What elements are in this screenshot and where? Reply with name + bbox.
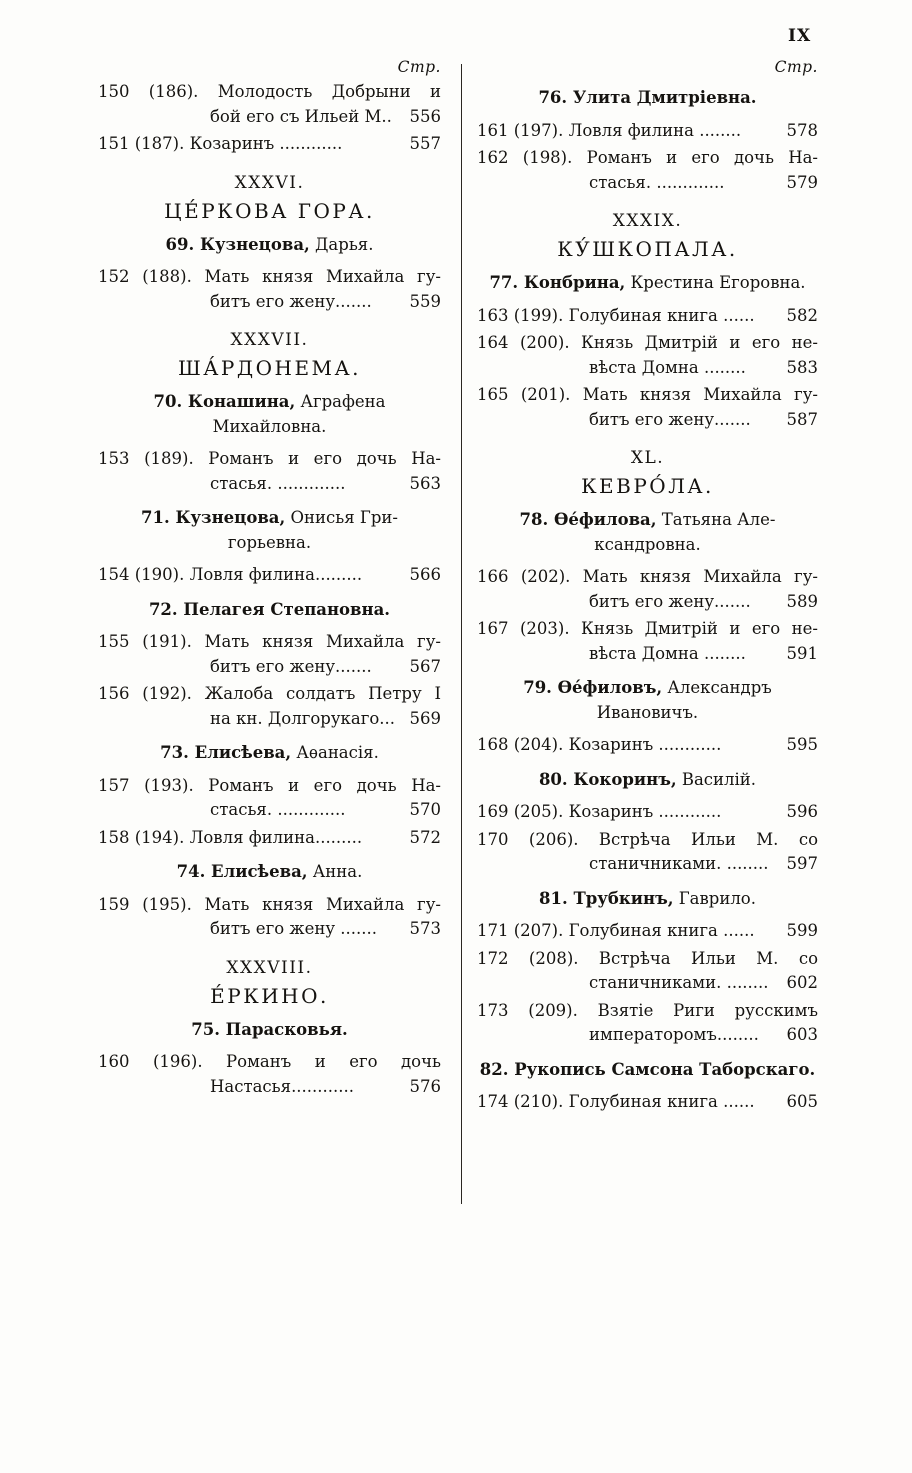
entry-title-text: 163 (199). Голубиная книга ...... (477, 305, 755, 325)
entry-line: 150 (186). Молодость Добрыни и (98, 82, 441, 101)
entry-line (98, 826, 441, 851)
entry-line (477, 119, 818, 144)
entry-line: 153 (189). Романъ и его дочь На- (98, 449, 441, 468)
singer-name-bold: 70. Конашина, (153, 392, 296, 411)
singer-name-bold: 82. Рукопись Самсона Таборскаго. (479, 1059, 816, 1079)
toc-entry (477, 733, 818, 758)
singer-name-bold: 75. Парасковья. (191, 1019, 348, 1039)
toc-entry (98, 826, 441, 851)
toc-entry (477, 383, 818, 432)
singer-name-bold: 77. Конбрина, (489, 273, 626, 292)
toc-entry (98, 80, 441, 129)
entry-title-text: 161 (197). Ловля филина ........ (477, 120, 742, 140)
singer-heading (477, 676, 818, 725)
toc-entry (98, 265, 441, 314)
singer-name-bold: 72. Пелагея Степановна. (148, 599, 391, 619)
singer-heading (477, 86, 818, 111)
entry-line: 159 (195). Мать князя Михайла гу- (98, 894, 441, 914)
entry-page-number: 605 (786, 1092, 818, 1111)
entry-title-text: битъ его жену....... (589, 591, 751, 611)
entry-line (98, 655, 441, 680)
entry-page-number: 570 (409, 800, 441, 819)
toc-entry (477, 1090, 818, 1115)
singer-name-regular: Онисья Гри- (285, 508, 398, 527)
singer-name-bold: 73. Елисѣева, (160, 743, 292, 762)
section-roman-numeral: XXXVI. (234, 172, 305, 193)
entry-line (477, 1090, 818, 1115)
entry-page-number: 591 (786, 643, 818, 663)
toc-entry (477, 119, 818, 144)
entry-title-text: битъ его жену....... (210, 656, 372, 676)
entry-title-text: на кн. Долгорукаго... (210, 708, 396, 728)
entry-page-number: 596 (786, 802, 818, 821)
page-column-header-label: Стр. (774, 58, 818, 76)
entry-line (477, 408, 818, 433)
singer-name-bold: 76. Улита Дмитріевна. (538, 88, 757, 107)
singer-name-regular: Ивановичъ. (596, 702, 699, 722)
entry-line (477, 852, 818, 877)
toc-entry (477, 919, 818, 944)
column-divider (461, 64, 462, 1204)
entry-line (98, 1075, 441, 1100)
singer-name-bold: 78. Ѳе́филова, (519, 510, 657, 529)
place-name-heading: ЦЕ́РКОВА ГОРА. (164, 198, 375, 223)
section-roman-numeral: XL. (630, 448, 665, 468)
entry-page-number: 599 (786, 921, 818, 940)
entry-page-number: 576 (409, 1076, 441, 1096)
singer-heading (98, 598, 441, 623)
place-name-heading: КУ́ШКОПАЛА. (557, 237, 738, 261)
singer-heading (98, 1018, 441, 1043)
singer-heading (477, 271, 818, 296)
singer-heading-line (98, 506, 441, 531)
singer-name-regular: Аграфена (295, 392, 386, 411)
entry-title-text: битъ его жену ....... (210, 919, 377, 938)
singer-heading (98, 860, 441, 885)
singer-name-regular: Александръ (662, 678, 772, 697)
singer-name-regular: Василій. (676, 769, 757, 789)
entry-line (477, 800, 818, 825)
entry-page-number: 566 (409, 565, 441, 584)
singer-heading-line (477, 887, 818, 912)
entry-page-number: 597 (786, 854, 818, 873)
singer-heading-line (98, 233, 441, 258)
entry-line (98, 798, 441, 823)
entry-line: 166 (202). Мать князя Михайла гу- (477, 567, 818, 586)
entry-page-number: 602 (786, 973, 818, 992)
entry-line: 172 (208). Встрѣча Ильи М. со (477, 948, 818, 968)
entry-title-text: стасья. ............. (589, 172, 725, 192)
singer-heading (98, 741, 441, 766)
singer-heading (477, 887, 818, 912)
toc-entry (98, 682, 441, 731)
entry-title-text: стасья. ............. (210, 473, 346, 493)
toc-entry (477, 146, 818, 195)
entry-title-text: станичниками. ........ (589, 973, 769, 992)
singer-heading-line (477, 533, 818, 558)
singer-heading (98, 506, 441, 555)
entry-line (98, 563, 441, 588)
singer-heading (477, 508, 818, 557)
singer-name-bold: 71. Кузнецова, (141, 508, 286, 527)
entry-title-text: 174 (210). Голубиная книга ...... (477, 1092, 755, 1111)
entry-title-text: вѣста Домна ........ (589, 643, 746, 663)
toc-entry (98, 132, 441, 157)
entry-title-text: вѣста Домна ........ (589, 357, 746, 377)
singer-name-regular: горьевна. (227, 532, 312, 552)
singer-name-regular: Татьяна Але- (656, 510, 776, 529)
singer-heading-line (98, 531, 441, 556)
singer-name-bold: 74. Елисѣева, (176, 862, 308, 881)
singer-heading-line (98, 390, 441, 415)
entry-line (477, 642, 818, 667)
entry-line: 152 (188). Мать князя Михайла гу- (98, 267, 441, 286)
singer-heading-line (98, 1018, 441, 1043)
singer-heading-line (477, 701, 818, 726)
entry-page-number: 563 (409, 473, 441, 493)
entry-line (477, 304, 818, 329)
singer-name-bold: 81. Трубкинъ, (539, 888, 674, 908)
singer-name-bold: 69. Кузнецова, (165, 234, 310, 254)
singer-name-regular: ксандровна. (594, 534, 701, 554)
entry-title-text: Настасья............ (210, 1076, 355, 1096)
singer-name-bold: 79. Ѳе́филовъ, (523, 678, 663, 697)
entry-line (477, 356, 818, 381)
toc-entry (98, 1050, 441, 1099)
entry-title-text: бой его съ Ильей М.. (210, 106, 392, 126)
entry-page-number: 559 (409, 291, 441, 311)
entry-title-text: битъ его жену....... (210, 291, 372, 311)
toc-entry (477, 947, 818, 996)
entry-line: 170 (206). Встрѣча Ильи М. со (477, 829, 818, 849)
singer-name-regular: Михайловна. (212, 416, 327, 436)
entry-title-text: императоромъ........ (589, 1025, 759, 1044)
singer-heading (98, 390, 441, 439)
place-name-heading: ША́РДОНЕМА. (177, 356, 362, 380)
entry-line (477, 1023, 818, 1048)
toc-entry (98, 447, 441, 496)
singer-heading-line (477, 768, 818, 793)
entry-page-number: 567 (409, 656, 441, 676)
toc-entry (477, 999, 818, 1048)
singer-name-regular: Гаврило. (673, 888, 756, 908)
entry-page-number: 579 (786, 172, 818, 192)
singer-heading-line (477, 1058, 818, 1083)
entry-line (98, 707, 441, 732)
entry-title-text: 168 (204). Козаринъ ............ (477, 735, 722, 754)
entry-page-number: 573 (409, 919, 441, 938)
entry-title-text: 151 (187). Козаринъ ............ (98, 134, 343, 153)
toc-entry (98, 893, 441, 942)
entry-title-text: битъ его жену....... (589, 409, 751, 429)
entry-page-number: 589 (786, 591, 818, 611)
toc-entry (477, 800, 818, 825)
entry-title-text: 171 (207). Голубиная книга ...... (477, 921, 755, 940)
entry-line: 162 (198). Романъ и его дочь На- (477, 148, 818, 167)
entry-page-number: 587 (786, 409, 818, 429)
toc-column-left (98, 58, 441, 1102)
toc-entry (477, 828, 818, 877)
singer-name-regular: Крестина Егоровна. (625, 273, 806, 292)
section-roman-numeral: XXXVIII. (226, 957, 313, 978)
entry-line: 160 (196). Романъ и его дочь (98, 1052, 441, 1071)
entry-line (98, 132, 441, 157)
singer-heading-line (477, 508, 818, 533)
entry-line (477, 590, 818, 615)
entry-page-number: 556 (409, 106, 441, 126)
toc-entry (477, 331, 818, 380)
toc-entry (98, 774, 441, 823)
singer-name-regular: Анна. (307, 862, 363, 881)
place-name-heading: КЕВРО́ЛА. (581, 474, 714, 498)
singer-heading (477, 1058, 818, 1083)
entry-page-number: 603 (786, 1025, 818, 1044)
singer-heading-line (477, 86, 818, 111)
entry-page-number: 582 (786, 305, 818, 325)
singer-heading-line (98, 741, 441, 766)
entry-line (477, 171, 818, 196)
singer-name-regular: Дарья. (309, 234, 374, 254)
singer-heading (477, 768, 818, 793)
entry-line: 156 (192). Жалоба солдатъ Петру I (98, 684, 441, 703)
toc-entry (477, 617, 818, 666)
entry-title-text: 169 (205). Козаринъ ............ (477, 802, 722, 821)
entry-page-number: 557 (409, 134, 441, 153)
entry-line: 173 (209). Взятіе Риги русскимъ (477, 1000, 818, 1020)
entry-line: 165 (201). Мать князя Михайла гу- (477, 385, 818, 404)
page-column-header-label: Стр. (397, 58, 441, 76)
page-number: IX (788, 26, 812, 46)
entry-page-number: 578 (786, 120, 818, 140)
entry-title-text: 158 (194). Ловля филина......... (98, 827, 363, 847)
entry-line: 167 (203). Князь Дмитрій и его не- (477, 619, 818, 638)
entry-title-text: 154 (190). Ловля филина......... (98, 565, 363, 584)
entry-line (98, 472, 441, 497)
section-roman-numeral: XXXIX. (612, 211, 683, 231)
entry-line (98, 290, 441, 315)
entry-page-number: 569 (409, 708, 441, 728)
entry-line: 155 (191). Мать князя Михайла гу- (98, 632, 441, 651)
singer-heading-line (98, 860, 441, 885)
place-name-heading: Е́РКИНО. (210, 983, 329, 1008)
entry-page-number: 595 (786, 735, 818, 754)
singer-heading-line (98, 598, 441, 623)
singer-name-regular: Аѳанасія. (291, 743, 379, 762)
entry-title-text: стасья. ............. (210, 800, 346, 819)
entry-line (477, 733, 818, 758)
singer-heading-line (477, 676, 818, 701)
toc-entry (477, 304, 818, 329)
toc-entry (98, 563, 441, 588)
entry-title-text: станичниками. ........ (589, 854, 769, 873)
section-roman-numeral: XXXVII. (230, 330, 309, 350)
toc-column-right (477, 58, 818, 1118)
entry-line: 157 (193). Романъ и его дочь На- (98, 775, 441, 795)
singer-heading-line (98, 415, 441, 440)
toc-entry (477, 565, 818, 614)
entry-line (98, 917, 441, 942)
singer-name-bold: 80. Кокоринъ, (538, 769, 677, 789)
entry-line (98, 105, 441, 130)
entry-page-number: 583 (786, 357, 818, 377)
toc-entry (98, 630, 441, 679)
singer-heading-line (477, 271, 818, 296)
entry-line: 164 (200). Князь Дмитрій и его не- (477, 333, 818, 352)
entry-line (477, 919, 818, 944)
entry-line (477, 971, 818, 996)
entry-page-number: 572 (409, 827, 441, 847)
singer-heading (98, 233, 441, 258)
